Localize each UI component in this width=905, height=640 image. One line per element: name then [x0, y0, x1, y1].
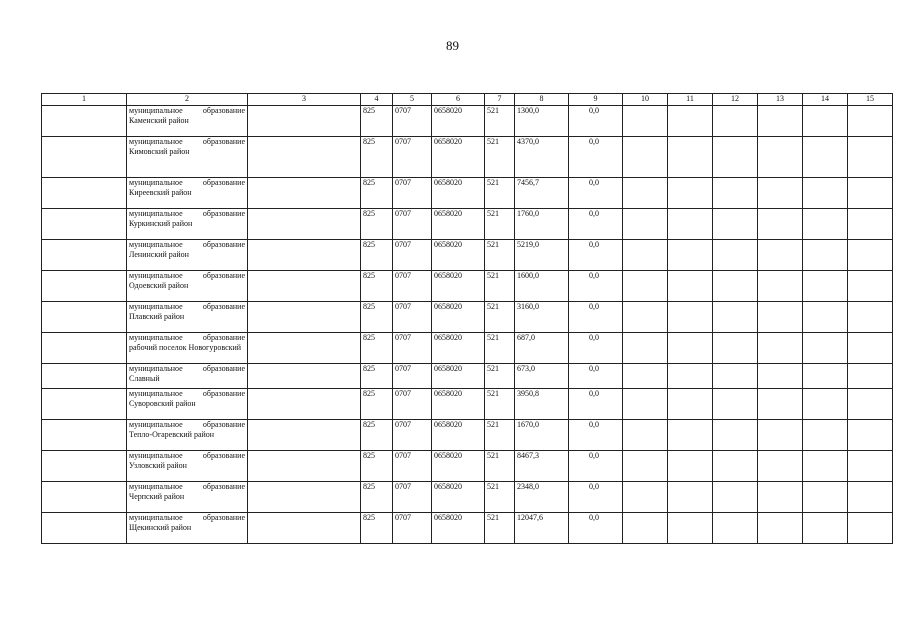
header-cell: 4: [361, 94, 393, 106]
amount-cell: 1670,0: [515, 420, 569, 451]
amount2-cell: 0,0: [569, 389, 623, 420]
code-cell: 825: [361, 178, 393, 209]
empty-cell: [668, 333, 713, 364]
article-cell: 0658020: [432, 364, 485, 389]
empty-cell: [803, 482, 848, 513]
empty-cell: [848, 482, 893, 513]
section-cell: 0707: [393, 420, 432, 451]
empty-cell: [758, 302, 803, 333]
empty-cell: [668, 389, 713, 420]
type-cell: 521: [485, 333, 515, 364]
header-cell: 2: [127, 94, 248, 106]
empty-cell: [668, 513, 713, 544]
empty-cell: [713, 106, 758, 137]
col1-cell: [42, 302, 127, 333]
empty-cell: [668, 240, 713, 271]
amount2-cell: 0,0: [569, 137, 623, 178]
empty-cell: [668, 106, 713, 137]
empty-cell: [803, 271, 848, 302]
table-row: [42, 364, 893, 389]
section-cell: 0707: [393, 271, 432, 302]
empty-cell: [623, 240, 668, 271]
municipality-name: муниципальное образование Киреевский район: [127, 178, 248, 209]
section-cell: 0707: [393, 302, 432, 333]
empty-cell: [803, 240, 848, 271]
empty-cell: [848, 333, 893, 364]
empty-cell: [848, 271, 893, 302]
header-cell: 12: [713, 94, 758, 106]
amount2-cell: 0,0: [569, 364, 623, 389]
empty-cell: [713, 271, 758, 302]
empty-cell: [848, 178, 893, 209]
table-row: [42, 389, 893, 420]
col1-cell: [42, 106, 127, 137]
header-cell: 9: [569, 94, 623, 106]
empty-cell: [848, 302, 893, 333]
empty-cell: [623, 389, 668, 420]
type-cell: 521: [485, 302, 515, 333]
empty-cell: [803, 333, 848, 364]
empty-cell: [803, 209, 848, 240]
section-cell: 0707: [393, 178, 432, 209]
type-cell: 521: [485, 482, 515, 513]
budget-table: [41, 93, 893, 544]
empty-cell: [758, 137, 803, 178]
empty-cell: [623, 333, 668, 364]
empty-cell: [713, 209, 758, 240]
code-cell: 825: [361, 420, 393, 451]
empty-cell: [758, 333, 803, 364]
empty-cell: [848, 240, 893, 271]
empty-cell: [623, 513, 668, 544]
table-row: [42, 271, 893, 302]
col1-cell: [42, 420, 127, 451]
col3-cell: [248, 240, 361, 271]
section-cell: 0707: [393, 364, 432, 389]
code-cell: 825: [361, 137, 393, 178]
municipality-name: муниципальное образование Славный: [127, 364, 248, 389]
empty-cell: [668, 178, 713, 209]
col3-cell: [248, 178, 361, 209]
municipality-name: муниципальное образование Суворовский район: [127, 389, 248, 420]
table-row: [42, 333, 893, 364]
amount-cell: 8467,3: [515, 451, 569, 482]
col3-cell: [248, 106, 361, 137]
empty-cell: [758, 240, 803, 271]
amount-cell: 3950,8: [515, 389, 569, 420]
col3-cell: [248, 333, 361, 364]
empty-cell: [623, 209, 668, 240]
municipality-name: муниципальное образование Щекинский район: [127, 513, 248, 544]
code-cell: 825: [361, 389, 393, 420]
section-cell: 0707: [393, 333, 432, 364]
empty-cell: [803, 106, 848, 137]
header-cell: 15: [848, 94, 893, 106]
amount2-cell: 0,0: [569, 271, 623, 302]
empty-cell: [713, 389, 758, 420]
amount-cell: 1300,0: [515, 106, 569, 137]
col3-cell: [248, 513, 361, 544]
amount2-cell: 0,0: [569, 513, 623, 544]
amount-cell: 1600,0: [515, 271, 569, 302]
empty-cell: [758, 389, 803, 420]
col1-cell: [42, 333, 127, 364]
municipality-name: муниципальное образование Узловский район: [127, 451, 248, 482]
header-row: [42, 94, 893, 106]
amount2-cell: 0,0: [569, 106, 623, 137]
col1-cell: [42, 178, 127, 209]
amount2-cell: 0,0: [569, 209, 623, 240]
empty-cell: [758, 209, 803, 240]
amount2-cell: 0,0: [569, 178, 623, 209]
empty-cell: [803, 364, 848, 389]
amount2-cell: 0,0: [569, 302, 623, 333]
type-cell: 521: [485, 137, 515, 178]
table-body: [42, 106, 893, 544]
empty-cell: [713, 178, 758, 209]
amount2-cell: 0,0: [569, 482, 623, 513]
empty-cell: [668, 451, 713, 482]
empty-cell: [713, 364, 758, 389]
section-cell: 0707: [393, 137, 432, 178]
col1-cell: [42, 364, 127, 389]
empty-cell: [713, 420, 758, 451]
table-row: [42, 137, 893, 178]
table-row: [42, 106, 893, 137]
type-cell: 521: [485, 513, 515, 544]
article-cell: 0658020: [432, 451, 485, 482]
header-cell: 10: [623, 94, 668, 106]
header-cell: 3: [248, 94, 361, 106]
code-cell: 825: [361, 240, 393, 271]
municipality-name: муниципальное образование Черпский район: [127, 482, 248, 513]
type-cell: 521: [485, 271, 515, 302]
empty-cell: [758, 420, 803, 451]
code-cell: 825: [361, 302, 393, 333]
col3-cell: [248, 482, 361, 513]
empty-cell: [713, 302, 758, 333]
empty-cell: [713, 333, 758, 364]
table-row: [42, 451, 893, 482]
empty-cell: [758, 482, 803, 513]
amount2-cell: 0,0: [569, 420, 623, 451]
table-row: [42, 420, 893, 451]
table-row: [42, 513, 893, 544]
amount2-cell: 0,0: [569, 333, 623, 364]
section-cell: 0707: [393, 389, 432, 420]
amount2-cell: 0,0: [569, 451, 623, 482]
article-cell: 0658020: [432, 271, 485, 302]
amount-cell: 12047,6: [515, 513, 569, 544]
empty-cell: [803, 137, 848, 178]
municipality-name: муниципальное образование Тепло-Огаревский район: [127, 420, 248, 451]
type-cell: 521: [485, 106, 515, 137]
type-cell: 521: [485, 420, 515, 451]
empty-cell: [758, 106, 803, 137]
col3-cell: [248, 137, 361, 178]
section-cell: 0707: [393, 482, 432, 513]
amount-cell: 7456,7: [515, 178, 569, 209]
municipality-name: муниципальное образование Кимовский район: [127, 137, 248, 178]
table-row: [42, 240, 893, 271]
empty-cell: [623, 178, 668, 209]
article-cell: 0658020: [432, 106, 485, 137]
header-cell: 13: [758, 94, 803, 106]
type-cell: 521: [485, 364, 515, 389]
col3-cell: [248, 420, 361, 451]
empty-cell: [803, 420, 848, 451]
empty-cell: [713, 137, 758, 178]
amount-cell: 687,0: [515, 333, 569, 364]
empty-cell: [713, 482, 758, 513]
article-cell: 0658020: [432, 302, 485, 333]
table-row: [42, 482, 893, 513]
type-cell: 521: [485, 209, 515, 240]
type-cell: 521: [485, 178, 515, 209]
article-cell: 0658020: [432, 513, 485, 544]
empty-cell: [848, 513, 893, 544]
amount-cell: 673,0: [515, 364, 569, 389]
empty-cell: [668, 364, 713, 389]
empty-cell: [668, 420, 713, 451]
section-cell: 0707: [393, 106, 432, 137]
col1-cell: [42, 271, 127, 302]
header-cell: 11: [668, 94, 713, 106]
code-cell: 825: [361, 513, 393, 544]
empty-cell: [623, 451, 668, 482]
type-cell: 521: [485, 451, 515, 482]
code-cell: 825: [361, 271, 393, 302]
article-cell: 0658020: [432, 137, 485, 178]
article-cell: 0658020: [432, 209, 485, 240]
amount-cell: 1760,0: [515, 209, 569, 240]
empty-cell: [758, 271, 803, 302]
code-cell: 825: [361, 209, 393, 240]
municipality-name: муниципальное образование рабочий поселок Новогуровский: [127, 333, 248, 364]
col1-cell: [42, 451, 127, 482]
amount-cell: 4370,0: [515, 137, 569, 178]
article-cell: 0658020: [432, 482, 485, 513]
empty-cell: [758, 513, 803, 544]
col1-cell: [42, 389, 127, 420]
article-cell: 0658020: [432, 178, 485, 209]
code-cell: 825: [361, 364, 393, 389]
col3-cell: [248, 209, 361, 240]
amount-cell: 5219,0: [515, 240, 569, 271]
article-cell: 0658020: [432, 389, 485, 420]
section-cell: 0707: [393, 451, 432, 482]
empty-cell: [848, 451, 893, 482]
empty-cell: [713, 513, 758, 544]
type-cell: 521: [485, 240, 515, 271]
empty-cell: [758, 451, 803, 482]
empty-cell: [848, 420, 893, 451]
empty-cell: [848, 106, 893, 137]
empty-cell: [713, 451, 758, 482]
col3-cell: [248, 302, 361, 333]
empty-cell: [623, 302, 668, 333]
col1-cell: [42, 209, 127, 240]
municipality-name: муниципальное образование Плавский район: [127, 302, 248, 333]
code-cell: 825: [361, 482, 393, 513]
type-cell: 521: [485, 389, 515, 420]
empty-cell: [848, 364, 893, 389]
empty-cell: [803, 513, 848, 544]
municipality-name: муниципальное образование Ленинский район: [127, 240, 248, 271]
empty-cell: [668, 137, 713, 178]
empty-cell: [668, 209, 713, 240]
header-cell: 6: [432, 94, 485, 106]
col3-cell: [248, 389, 361, 420]
empty-cell: [668, 302, 713, 333]
col1-cell: [42, 137, 127, 178]
municipality-name: муниципальное образование Одоевский район: [127, 271, 248, 302]
empty-cell: [623, 106, 668, 137]
header-cell: 8: [515, 94, 569, 106]
col3-cell: [248, 364, 361, 389]
article-cell: 0658020: [432, 333, 485, 364]
page-number: 89: [446, 38, 459, 53]
table-row: [42, 178, 893, 209]
article-cell: 0658020: [432, 240, 485, 271]
amount-cell: 3160,0: [515, 302, 569, 333]
empty-cell: [758, 178, 803, 209]
municipality-name: муниципальное образование Куркинский район: [127, 209, 248, 240]
empty-cell: [848, 389, 893, 420]
col1-cell: [42, 513, 127, 544]
empty-cell: [623, 420, 668, 451]
header-cell: 5: [393, 94, 432, 106]
empty-cell: [668, 271, 713, 302]
amount2-cell: 0,0: [569, 240, 623, 271]
header-cell: 14: [803, 94, 848, 106]
col3-cell: [248, 451, 361, 482]
municipality-name: муниципальное образование Каменский район: [127, 106, 248, 137]
header-cell: 1: [42, 94, 127, 106]
header-cell: 7: [485, 94, 515, 106]
empty-cell: [803, 451, 848, 482]
empty-cell: [668, 482, 713, 513]
section-cell: 0707: [393, 513, 432, 544]
table-row: [42, 209, 893, 240]
article-cell: 0658020: [432, 420, 485, 451]
section-cell: 0707: [393, 240, 432, 271]
col3-cell: [248, 271, 361, 302]
empty-cell: [848, 209, 893, 240]
code-cell: 825: [361, 333, 393, 364]
empty-cell: [803, 389, 848, 420]
empty-cell: [623, 482, 668, 513]
empty-cell: [848, 137, 893, 178]
empty-cell: [623, 364, 668, 389]
empty-cell: [758, 364, 803, 389]
empty-cell: [713, 240, 758, 271]
table-row: [42, 302, 893, 333]
col1-cell: [42, 240, 127, 271]
col1-cell: [42, 482, 127, 513]
amount-cell: 2348,0: [515, 482, 569, 513]
empty-cell: [803, 302, 848, 333]
code-cell: 825: [361, 451, 393, 482]
section-cell: 0707: [393, 209, 432, 240]
empty-cell: [623, 271, 668, 302]
empty-cell: [623, 137, 668, 178]
code-cell: 825: [361, 106, 393, 137]
empty-cell: [803, 178, 848, 209]
